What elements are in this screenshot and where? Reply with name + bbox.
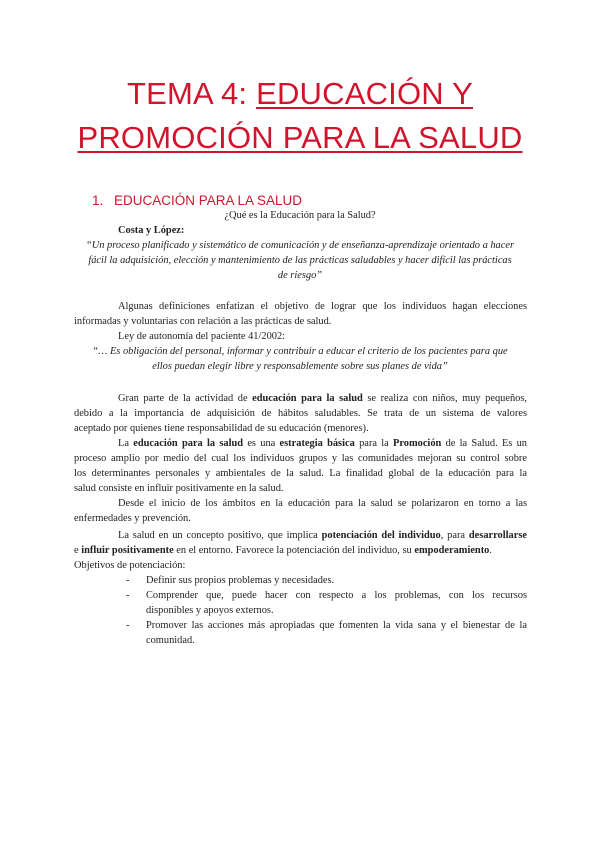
section-heading	[92, 193, 302, 208]
paragraph-2-line-1	[118, 392, 527, 405]
bullet-item-3-line-2: comunidad.	[146, 635, 195, 646]
bullet-marker: -	[126, 575, 130, 586]
paragraph-4-line-2: enfermedades y prevención.	[74, 513, 191, 524]
bullet-item-2-line-1: Comprender que, puede hacer con respecto a los problemas, con los recursos	[146, 590, 527, 601]
bold-run: educación para la salud	[252, 393, 363, 404]
page-title-line-1	[0, 74, 600, 114]
law-quote-line-2: ellos puedan elegir libre y responsablemente sobre sus planes de vida”	[152, 361, 448, 372]
definition-quote-line-3: de riesgo”	[277, 270, 323, 281]
text-run: Gran parte de la actividad de	[118, 393, 253, 404]
text-run: es una	[243, 438, 280, 449]
bold-run: estrategia básica	[279, 438, 355, 449]
paragraph-3-line-1	[118, 437, 527, 450]
text-run: La	[118, 438, 134, 449]
paragraph-3-line-2: proceso amplio por medio del cual los individuos grupos y las comunidades mejoran su control sobre	[74, 453, 527, 464]
paragraph-5-line-1	[118, 529, 527, 542]
law-quote-line-1: “… Es obligación del personal, informar y contribuir a educar el criterio de los pacientes para que	[92, 346, 508, 357]
text-run: e	[74, 545, 82, 556]
bold-run: educación para la salud	[133, 438, 244, 449]
bullet-marker: -	[126, 620, 130, 631]
text-run: se realiza con niños, muy pequeños,	[362, 393, 527, 404]
quote-author: Costa y López:	[118, 225, 185, 236]
bullet-item-2-line-2: disponibles y apoyos externos.	[146, 605, 274, 616]
law-reference: Ley de autonomía del paciente 41/2002:	[118, 331, 286, 342]
title-prefix: TEMA 4:	[126, 76, 257, 111]
bold-run: Promoción	[393, 438, 442, 449]
text-run: de la Salud. Es un	[441, 438, 528, 449]
paragraph-2-line-2: debido a la importancia de adquisición de hábitos saludables. Se trata de un sistema de valores	[74, 408, 527, 419]
page-title-line-2	[0, 118, 600, 158]
bold-run: empoderamiento	[414, 545, 490, 556]
text-run: en el entorno. Favorece la potenciación del individuo, su	[173, 545, 415, 556]
objectives-label: Objetivos de potenciación:	[74, 560, 186, 571]
bullet-item-1: Definir sus propios problemas y necesidades.	[146, 575, 335, 586]
text-run: La salud en un concepto positivo, que implica	[118, 530, 322, 541]
bold-run: desarrollarse	[468, 530, 527, 541]
title-underlined-part-1: EDUCACIÓN Y	[256, 76, 474, 111]
paragraph-3-line-3: los determinantes personales y ambientales de la salud. La finalidad global de la educación para la	[74, 468, 527, 479]
bullet-item-3-line-1: Promover las acciones más apropiadas que fomenten la vida sana y el bienestar de la	[146, 620, 527, 631]
bullet-marker: -	[126, 590, 130, 601]
text-run: .	[489, 545, 492, 556]
bold-run: influir positivamente	[81, 545, 174, 556]
text-run: para la	[354, 438, 393, 449]
text-run: , para	[440, 530, 469, 541]
definition-quote-line-2: fácil la adquisición, elección y mantenimiento de las prácticas saludables y hacer difícil las prácticas	[88, 255, 512, 266]
title-underlined-part-2: PROMOCIÓN PARA LA SALUD	[77, 120, 523, 155]
paragraph-4-line-1: Desde el inicio de los ámbitos en la educación para la salud se polarizaron en torno a las	[118, 498, 527, 509]
paragraph-1-line-2: informadas y voluntarias con relación a las prácticas de salud.	[74, 316, 332, 327]
section-number: 1.	[92, 193, 104, 208]
paragraph-2-line-3: aceptado por quienes tiene responsabilidad de su educación (menores).	[74, 423, 369, 434]
definition-quote-line-1: “Un proceso planificado y sistemático de comunicación y de enseñanza-aprendizaje orientado a hacer	[85, 240, 515, 251]
section-question: ¿Qué es la Educación para la Salud?	[224, 210, 376, 221]
paragraph-3-line-4: salud consiste en influir positivamente en la salud.	[74, 483, 284, 494]
section-heading-text: EDUCACIÓN PARA LA SALUD	[114, 193, 303, 208]
bold-run: potenciación del individuo	[321, 530, 441, 541]
paragraph-1-line-1: Algunas definiciones enfatizan el objetivo de lograr que los individuos hagan elecciones	[118, 301, 527, 312]
paragraph-5-line-2	[74, 544, 492, 557]
